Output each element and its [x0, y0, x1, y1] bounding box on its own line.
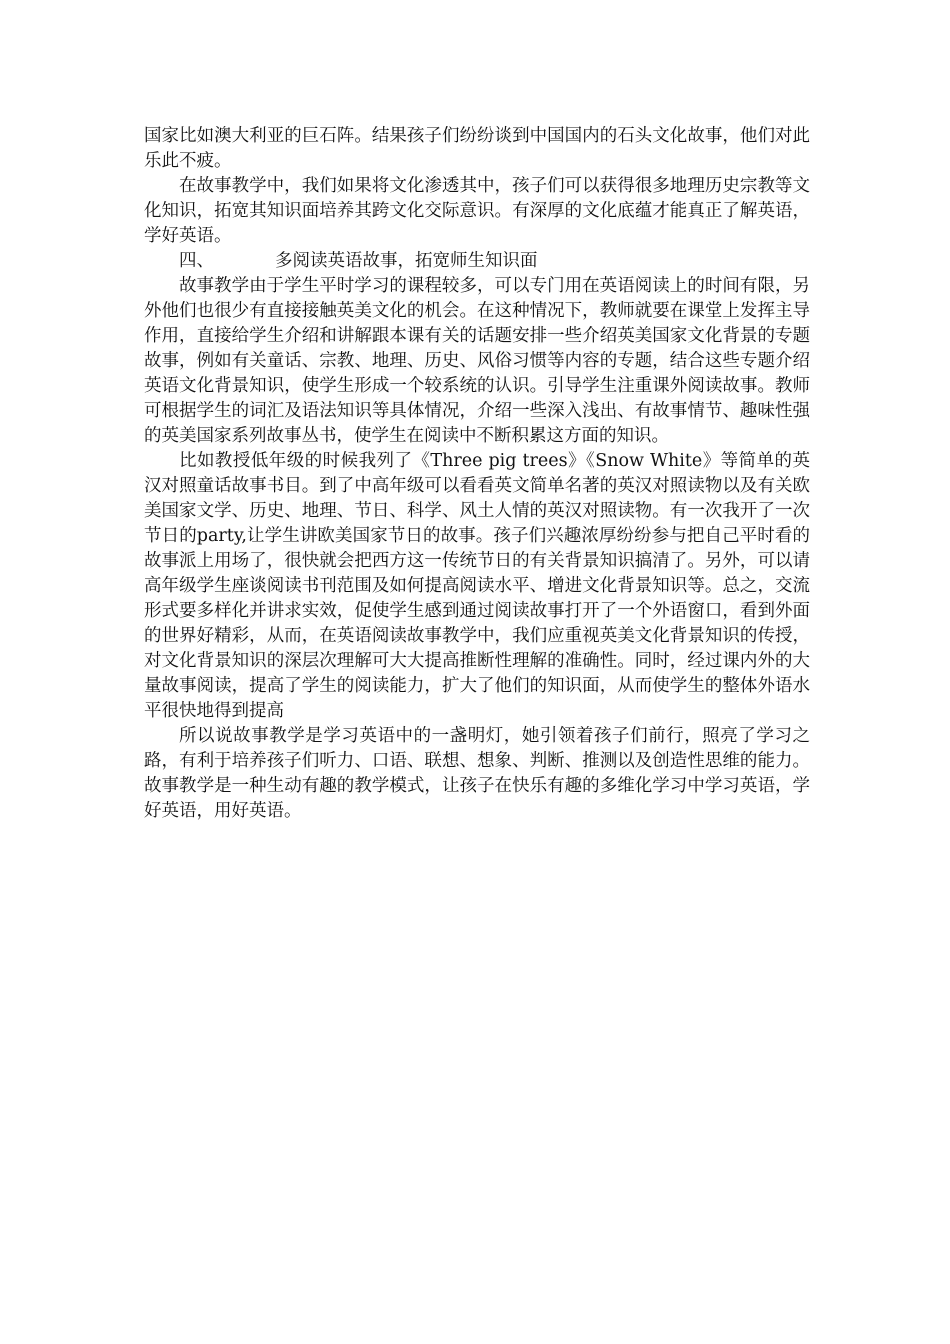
paragraph-example-books: 比如教授低年级的时候我列了《Three pig trees》《Snow White》等简单的英汉对照童话故事书目。到了中高年级可以看看英文简单名著的英汉对照读物以及有关欧美国家文学、历史、地理、节日、科学、风土人情的英汉对照读物。有一次我开了一次节日的party,让学生讲欧美国家节日的故事。孩子们兴趣浓厚纷纷参与把自己平时看的故事派上用场了，很快就会把西方这一传统节日的有关背景知识搞清了。另外，可以请高年级学生座谈阅读书刊范围及如何提高阅读水平、增进文化背景知识等。总之，交流形式要多样化并讲求实效，促使学生感到通过阅读故事打开了一个外语窗口，看到外面的世界好精彩，从而，在英语阅读故事教学中，我们应重视英美文化背景知识的传授，对文化背景知识的深层次理解可大大提高推断性理解的准确性。同时，经过课内外的大量故事阅读，提高了学生的阅读能力，扩大了他们的知识面，从而使学生的整体外语水平很快地得到提高	[144, 451, 810, 721]
paragraph-continuation: 国家比如澳大利亚的巨石阵。结果孩子们纷纷谈到中国国内的石头文化故事，他们对此乐此不疲。	[144, 126, 810, 171]
section-number: 四、	[179, 251, 214, 271]
paragraph-reading-time: 故事教学由于学生平时学习的课程较多，可以专门用在英语阅读上的时间有限，另外他们也很少有直接接触英美文化的机会。在这种情况下，教师就要在课堂上发挥主导作用，直接给学生介绍和讲解跟本课有关的话题安排一些介绍英美国家文化背景的专题故事，例如有关童话、宗教、地理、历史、风俗习惯等内容的专题，结合这些专题介绍英语文化背景知识，使学生形成一个较系统的认识。引导学生注重课外阅读故事。教师可根据学生的词汇及语法知识等具体情况，介绍一些深入浅出、有故事情节、趣味性强的英美国家系列故事丛书，使学生在阅读中不断积累这方面的知识。	[144, 276, 810, 446]
document-body	[144, 124, 810, 824]
paragraph-conclusion: 所以说故事教学是学习英语中的一盏明灯，她引领着孩子们前行，照亮了学习之路，有利于培养孩子们听力、口语、联想、想象、判断、推测以及创造性思维的能力。故事教学是一种生动有趣的教学模式，让孩子在快乐有趣的多维化学习中学习英语，学好英语，用好英语。	[144, 726, 810, 821]
section-heading	[144, 249, 810, 274]
section-title: 多阅读英语故事，拓宽师生知识面	[275, 251, 538, 271]
paragraph-culture-infusion: 在故事教学中，我们如果将文化渗透其中，孩子们可以获得很多地理历史宗教等文化知识，拓宽其知识面培养其跨文化交际意识。有深厚的文化底蕴才能真正了解英语，学好英语。	[144, 176, 810, 246]
